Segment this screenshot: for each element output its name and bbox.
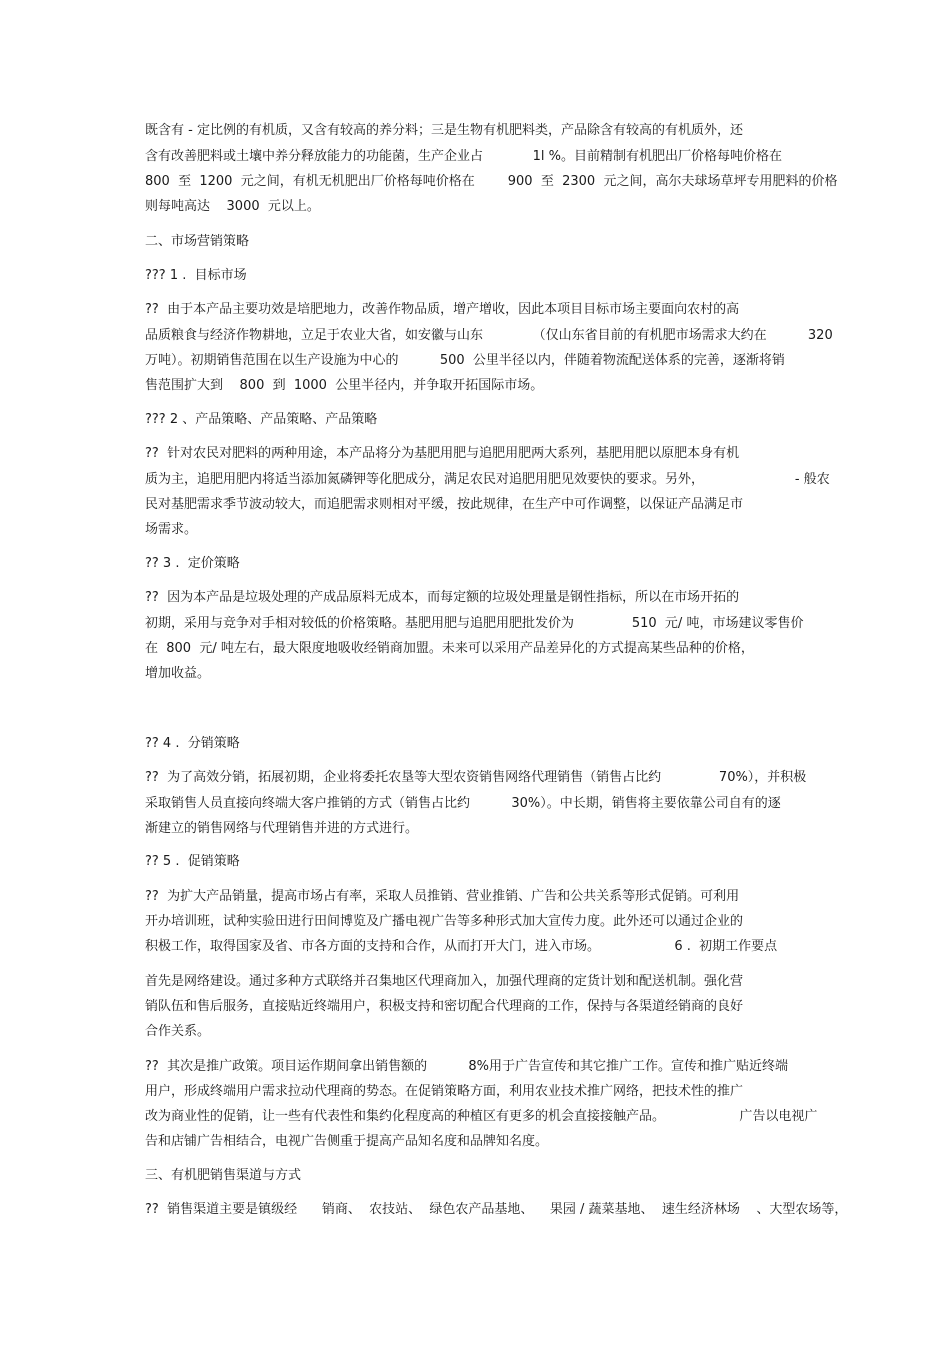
text-line: 采取销售人员直接向终端大客户推销的方式（销售占比约 30%）。中长期，销售将主要依靠公司自有的逐 [145,796,781,811]
text-line: 渐建立的销售网络与代理销售并进的方式进行。 [145,821,419,836]
text-line: 改为商业性的促销，让一些有代表性和集约化程度高的种植区有更多的机会直接接触产品。 广告以电视广 [145,1109,818,1124]
text-line: 场需求。 [145,522,198,537]
text-line: 开办培训班，试种实验田进行田间博览及广播电视广告等多种形式加大宣传力度。此外还可以通过企业的 [145,914,744,929]
text-line: 质为主，追肥用肥内将适当添加氮磷钾等化肥成分，满足农民对追肥用肥见效要快的要求。另外， - 般农 [145,472,830,487]
text-line: 则每吨高达 3000 元以上。 [145,199,320,214]
subsection-heading: ?? 5 . 促销策略 [145,854,240,869]
text-line: 800 至 1200 元之间，有机无机肥出厂价格每吨价格在 900 至 2300 元之间，高尔夫球场草坪专用肥料的价格 [145,174,838,189]
text-line: 既含有 - 定比例的有机质，又含有较高的养分料；三是生物有机肥料类，产品除含有较高的有机质外，还 [145,123,743,138]
text-line: 合作关系。 [145,1024,211,1039]
section-heading: 二、市场营销策略 [145,234,250,249]
subsection-heading: ??? 1 . 目标市场 [145,268,247,283]
text-line: ?? 为扩大产品销量，提高市场占有率，采取人员推销、营业推销、广告和公共关系等形式促销。可利用 [145,889,740,904]
text-line: 初期，采用与竞争对手相对较低的价格策略。基肥用肥与追肥用肥批发价为 510 元/ 吨，市场建议零售价 [145,616,804,631]
text-line: ?? 由于本产品主要功效是培肥地力，改善作物品质，增产增收，因此本项目目标市场主要面向农村的高 [145,302,740,317]
text-line: 增加收益。 [145,666,211,681]
text-line: 售范围扩大到 800 到 1000 公里半径内，并争取开拓国际市场。 [145,378,544,393]
text-line: 在 800 元/ 吨左右，最大限度地吸收经销商加盟。未来可以采用产品差异化的方式提高某些品种的价格， [145,641,754,656]
text-line: 万吨）。初期销售范围在以生产设施为中心的 500 公里半径以内，伴随着物流配送体系的完善，逐渐将销 [145,353,785,368]
text-line: 告和店铺广告相结合，电视广告侧重于提高产品知名度和品牌知名度。 [145,1134,549,1149]
subsection-heading: ??? 2 、产品策略、产品策略、产品策略 [145,412,378,427]
text-line: ?? 因为本产品是垃圾处理的产成品原料无成本，而每定额的垃圾处理量是钢性指标，所以在市场开拓的 [145,590,740,605]
text-line: 销队伍和售后服务，直接贴近终端用户，积极支持和密切配合代理商的工作，保持与各渠道经销商的良好 [145,999,744,1014]
text-line: ?? 针对农民对肥料的两种用途，本产品将分为基肥用肥与追肥用肥两大系列，基肥用肥以原肥本身有机 [145,446,740,461]
subsection-heading: ?? 3 . 定价策略 [145,556,240,571]
section-heading: 三、有机肥销售渠道与方式 [145,1168,302,1183]
text-line: 品质粮食与经济作物耕地，立足于农业大省，如安徽与山东 （仅山东省目前的有机肥市场需求大约在 320 [145,328,833,343]
text-line: ?? 其次是推广政策。项目运作期间拿出销售额的 8%用于广告宣传和其它推广工作。宣传和推广贴近终端 [145,1059,789,1074]
text-line: ?? 销售渠道主要是镇级经 销商、 农技站、 绿色农产品基地、 果园 / 蔬菜基地、 速生经济林场 、大型农场等， [145,1202,848,1217]
text-line: 积极工作，取得国家及省、市各方面的支持和合作，从而打开大门，进入市场。 6 . 初期工作要点 [145,939,778,954]
text-line: 含有改善肥料或土壤中养分释放能力的功能菌，生产企业占 1l %。目前精制有机肥出厂价格每吨价格在 [145,149,782,164]
text-line: 民对基肥需求季节波动较大，而追肥需求则相对平缓，按此规律，在生产中可作调整，以保证产品满足市 [145,497,744,512]
subsection-heading: ?? 4 . 分销策略 [145,736,240,751]
text-line: ?? 为了高效分销，拓展初期，企业将委托农垦等大型农资销售网络代理销售（销售占比约 70%），并积极 [145,770,807,785]
text-line: 用户，形成终端用户需求拉动代理商的势态。在促销策略方面，利用农业技术推广网络，把技术性的推广 [145,1084,744,1099]
text-line: 首先是网络建设。通过多种方式联络并召集地区代理商加入，加强代理商的定货计划和配送机制。强化营 [145,974,744,989]
